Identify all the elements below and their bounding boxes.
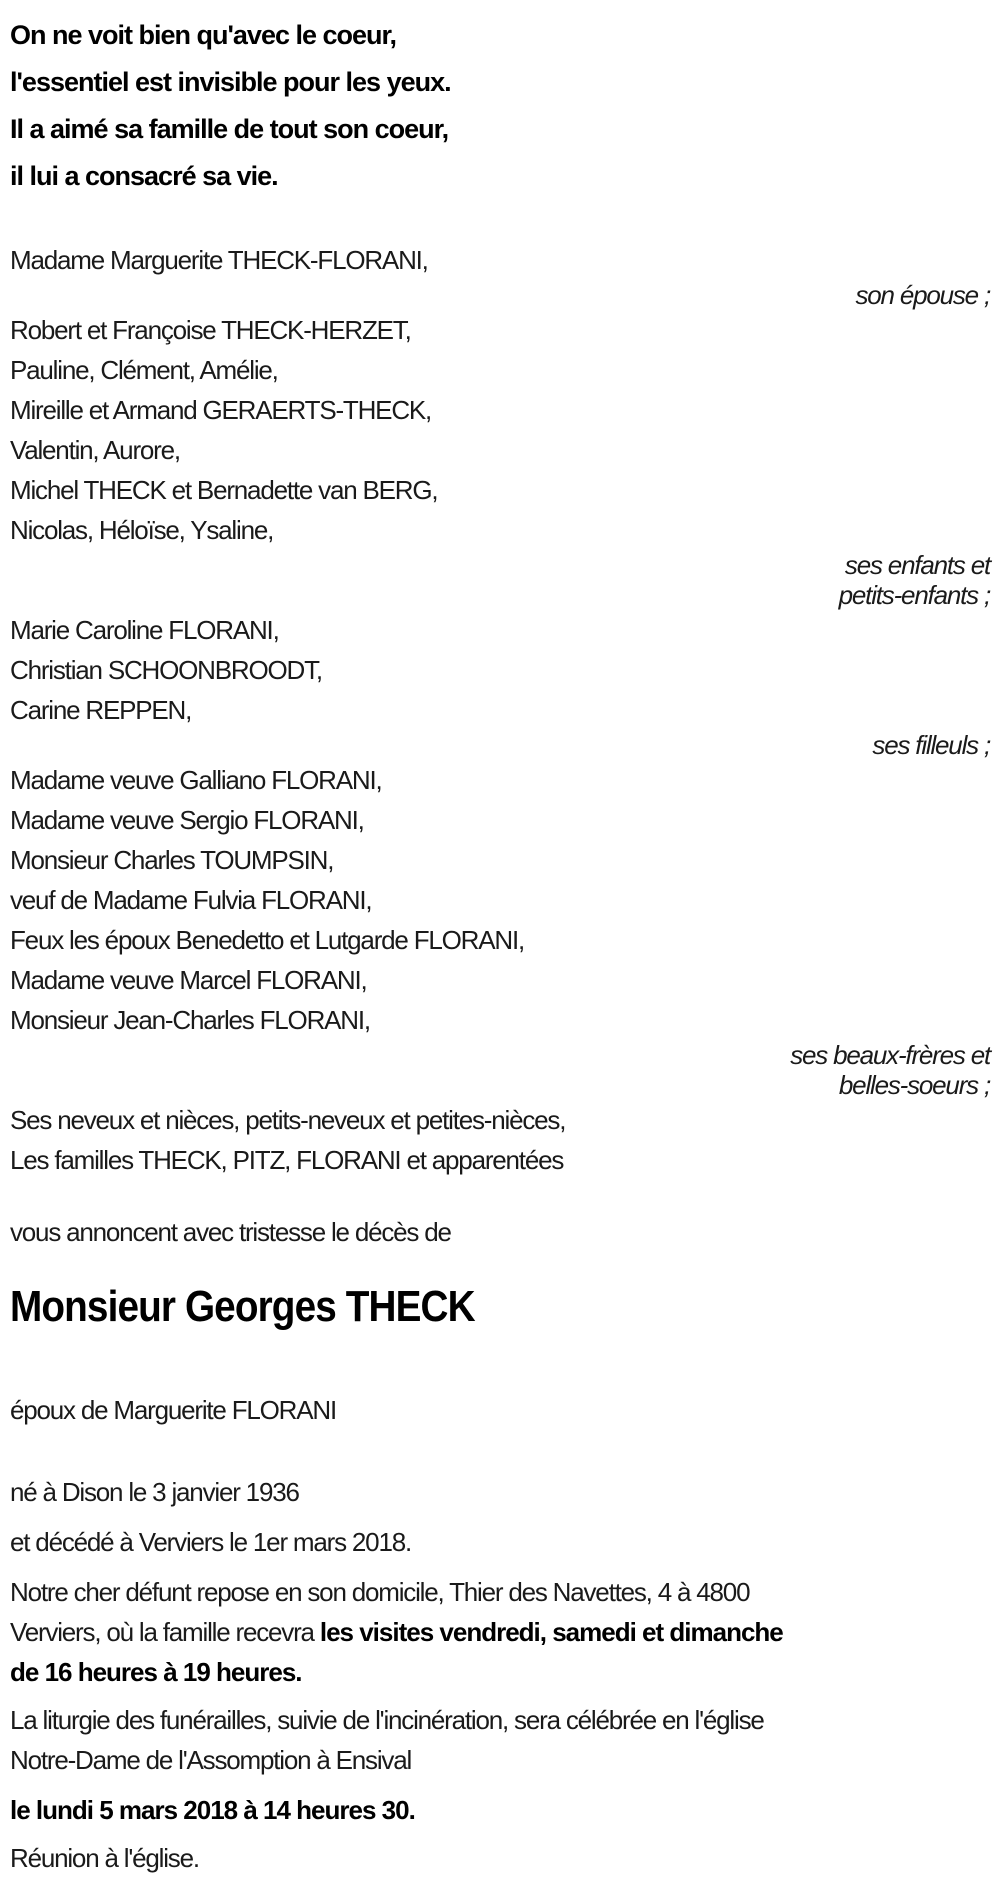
family-name-line: veuf de Madame Fulvia FLORANI, [10, 885, 372, 915]
relation-label: ses filleuls ; [872, 730, 990, 760]
quote-line: l'essentiel est invisible pour les yeux. [10, 67, 451, 97]
repose-line-normal: Verviers, où la famille recevra [10, 1617, 320, 1647]
family-name-line: Ses neveux et nièces, petits-neveux et petites-nièces, [10, 1105, 566, 1135]
deceased-name-text: Monsieur Georges THECK [10, 1282, 475, 1331]
family-name-line: Madame Marguerite THECK-FLORANI, [10, 245, 428, 275]
repose-line [10, 1612, 990, 1652]
death-line: et décédé à Verviers le 1er mars 2018. [10, 1527, 411, 1557]
liturgy-paragraph [10, 1700, 990, 1780]
visit-hours-emphasis: de 16 heures à 19 heures. [10, 1657, 302, 1687]
announcement-intro: vous annoncent avec tristesse le décès de [10, 1217, 451, 1247]
quote-line: On ne voit bien qu'avec le coeur, [10, 20, 397, 50]
family-name-line: Pauline, Clément, Amélie, [10, 355, 278, 385]
relation-label: ses beaux-frères et [790, 1040, 990, 1070]
visits-emphasis: les visites vendredi, samedi et dimanche [319, 1617, 783, 1647]
family-name-line: Robert et Françoise THECK-HERZET, [10, 315, 411, 345]
quote-line: Il a aimé sa famille de tout son coeur, [10, 114, 449, 144]
family-name-line: Marie Caroline FLORANI, [10, 615, 279, 645]
liturgy-line: Notre-Dame de l'Assomption à Ensival [10, 1745, 412, 1775]
deceased-name-heading [10, 1282, 990, 1342]
family-name-line: Madame veuve Galliano FLORANI, [10, 765, 382, 795]
family-name-line: Les familles THECK, PITZ, FLORANI et apparentées [10, 1145, 564, 1175]
ceremony-date-emphasis: le lundi 5 mars 2018 à 14 heures 30. [10, 1795, 415, 1825]
family-name-line: Nicolas, Héloïse, Ysaline, [10, 515, 274, 545]
relation-label: belles-soeurs ; [838, 1070, 990, 1100]
family-name-line: Madame veuve Sergio FLORANI, [10, 805, 364, 835]
family-list [10, 240, 990, 1180]
spouse-line: époux de Marguerite FLORANI [10, 1395, 336, 1425]
liturgy-line: La liturgie des funérailles, suivie de l'incinération, sera célébrée en l'église [10, 1705, 764, 1735]
meeting-line: Réunion à l'église. [10, 1843, 199, 1873]
repose-paragraph [10, 1572, 990, 1692]
relation-label: ses enfants et [844, 550, 990, 580]
family-name-line: Valentin, Aurore, [10, 435, 180, 465]
family-name-line: Feux les époux Benedetto et Lutgarde FLORANI, [10, 925, 525, 955]
family-group-godchildren [10, 610, 990, 760]
family-name-line: Carine REPPEN, [10, 695, 192, 725]
relation-label: son épouse ; [855, 280, 990, 310]
quote-line: il lui a consacré sa vie. [10, 161, 278, 191]
family-name-line: Christian SCHOONBROODT, [10, 655, 322, 685]
opening-quote [10, 12, 990, 200]
relation-label: petits-enfants ; [838, 580, 990, 610]
family-name-line: Michel THECK et Bernadette van BERG, [10, 475, 438, 505]
family-group-inlaws [10, 760, 990, 1100]
family-name-line: Mireille et Armand GERAERTS-THECK, [10, 395, 432, 425]
family-group-children [10, 310, 990, 610]
family-name-line: Monsieur Charles TOUMPSIN, [10, 845, 334, 875]
family-group-spouse [10, 240, 990, 310]
family-name-line: Monsieur Jean-Charles FLORANI, [10, 1005, 370, 1035]
family-group-extended [10, 1100, 990, 1180]
repose-line: Notre cher défunt repose en son domicile, Thier des Navettes, 4 à 4800 [10, 1577, 750, 1607]
family-name-line: Madame veuve Marcel FLORANI, [10, 965, 367, 995]
birth-line: né à Dison le 3 janvier 1936 [10, 1477, 299, 1507]
